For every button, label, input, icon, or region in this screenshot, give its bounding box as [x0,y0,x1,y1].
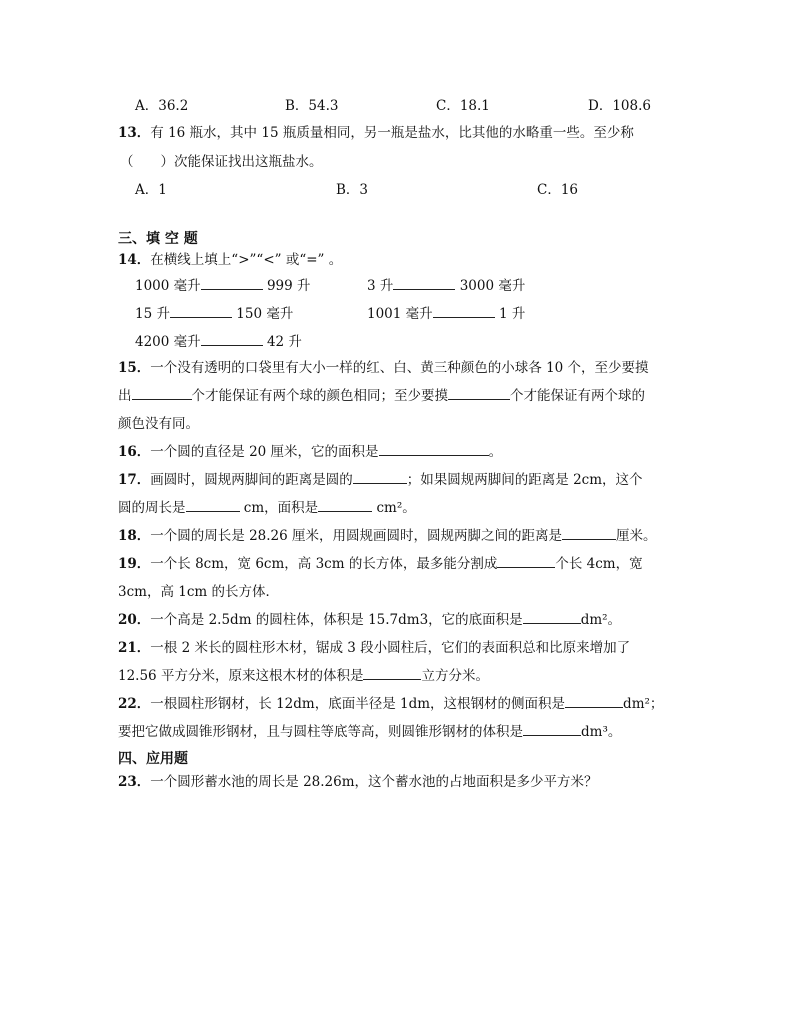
q13-option-c: C．16 [537,182,579,198]
answer-blank[interactable] [201,332,263,346]
answer-blank[interactable] [523,610,581,624]
question-22-line-2 [118,720,621,740]
question-15-line-3: 颜色没有同。 [118,416,199,432]
question-text: cm²。 [376,500,416,516]
question-19-line-1 [118,552,643,572]
item-left: 1000 毫升 [135,278,201,294]
question-19-line-2: 3cm，高 1cm 的长方体． [118,584,279,600]
question-number: 14． [118,252,151,268]
question-text: 一个圆的直径是 20 厘米，它的面积是 [150,444,379,460]
answer-blank[interactable] [132,386,192,400]
q12-option-a: A．36.2 [135,98,189,114]
question-text: 一个圆形蓄水池的周长是 28.26m，这个蓄水池的占地面积是多少平方米？ [150,774,598,790]
question-text: cm，面积是 [243,500,319,516]
question-text: 一根 2 米长的圆柱形木材，锯成 3 段小圆柱后，它们的表面积总和比原来增加了 [150,640,631,656]
answer-blank[interactable] [201,276,263,290]
question-15-line-1 [118,356,649,376]
question-text: ；如果圆规两脚间的距离是 2cm，这个 [406,472,643,488]
q14-item-1 [135,274,311,294]
question-text: 圆的周长是 [118,500,186,516]
answer-blank[interactable] [562,526,616,540]
answer-blank[interactable] [497,554,555,568]
question-text: 个才能保证有两个球的颜色相同；至少要摸 [191,388,448,404]
item-right: 150 毫升 [236,306,294,322]
item-left: 3 升 [367,278,394,294]
q14-item-4 [367,302,525,322]
question-22-line-1 [118,692,663,712]
question-text: 。 [488,444,503,460]
q12-option-b: B．54.3 [285,98,339,114]
q12-option-c: C．18.1 [436,98,490,114]
question-text: dm³。 [581,724,622,740]
question-text: 一个圆的周长是 28.26 厘米，用圆规画圆时，圆规两脚之间的距离是 [150,528,563,544]
question-18 [118,524,657,544]
q13-option-a: A．1 [135,182,167,198]
answer-blank[interactable] [353,470,407,484]
answer-blank[interactable] [565,694,623,708]
question-17-line-1 [118,468,643,488]
question-14 [118,248,342,268]
question-number: 23． [118,774,151,790]
answer-blank[interactable] [318,498,372,512]
question-text: 个长 4cm，宽 [555,556,643,572]
question-text: 画圆时，圆规两脚间的距离是圆的 [150,472,353,488]
question-text: 立方分米。 [421,668,489,684]
item-left: 4200 毫升 [135,334,201,350]
question-21-line-2 [118,664,489,684]
question-text: 一个没有透明的口袋里有大小一样的红、白、黄三种颜色的小球各 10 个，至少要摸 [150,360,649,376]
answer-blank[interactable] [363,666,421,680]
question-17-line-2 [118,496,416,516]
answer-blank[interactable] [433,304,495,318]
item-right: 999 升 [266,278,311,294]
question-number: 21． [118,640,151,656]
question-text: 一个长 8cm，宽 6cm，高 3cm 的长方体，最多能分割成 [150,556,498,572]
question-15-line-2 [118,384,645,404]
question-13-line-1 [118,121,634,141]
question-20 [118,608,621,628]
question-text: 12.56 平方分米，原来这根木材的体积是 [118,668,364,684]
item-left: 1001 毫升 [367,306,433,322]
answer-blank[interactable] [379,442,489,456]
q14-item-5 [135,330,302,350]
question-number: 18． [118,528,151,544]
question-number: 19． [118,556,151,572]
q14-item-3 [135,302,293,322]
answer-blank[interactable] [523,722,581,736]
q13-option-b: B．3 [336,182,369,198]
section-heading-fill-in: 三、填 空 题 [118,231,198,247]
question-text: 个才能保证有两个球的 [510,388,645,404]
question-text: 一根圆柱形钢材，长 12dm，底面半径是 1dm，这根钢材的侧面积是 [150,696,566,712]
question-text: 出 [118,388,132,404]
question-number: 20． [118,612,151,628]
question-number: 13． [118,125,151,141]
question-text: 一个高是 2.5dm 的圆柱体，体积是 15.7dm3，它的底面积是 [150,612,523,628]
item-left: 15 升 [135,306,170,322]
question-23 [118,770,598,790]
question-text: 要把它做成圆锥形钢材，且与圆柱等底等高，则圆锥形钢材的体积是 [118,724,523,740]
item-right: 1 升 [498,306,526,322]
answer-blank[interactable] [186,498,240,512]
item-right: 3000 毫升 [459,278,526,294]
q14-item-2 [367,274,525,294]
answer-blank[interactable] [393,276,455,290]
section-heading-application: 四、应用题 [118,751,188,767]
question-text: 厘米。 [616,528,657,544]
q12-option-d: D．108.6 [588,98,651,114]
question-21-line-1 [118,636,630,656]
answer-blank[interactable] [448,386,510,400]
question-13-line-2: （ ）次能保证找出这瓶盐水。 [120,154,323,170]
question-number: 15． [118,360,151,376]
question-text: dm²。 [580,612,622,628]
question-text: 有 16 瓶水，其中 15 瓶质量相同，另一瓶是盐水，比其他的水略重一些。至少称 [150,125,634,141]
question-16 [118,440,502,460]
question-text: 在横线上填上“>”“<” 或“=” 。 [150,252,343,268]
answer-blank[interactable] [170,304,232,318]
question-number: 17． [118,472,151,488]
question-text: dm²； [623,696,664,712]
question-number: 16． [118,444,151,460]
question-number: 22． [118,696,151,712]
item-right: 42 升 [266,334,302,350]
